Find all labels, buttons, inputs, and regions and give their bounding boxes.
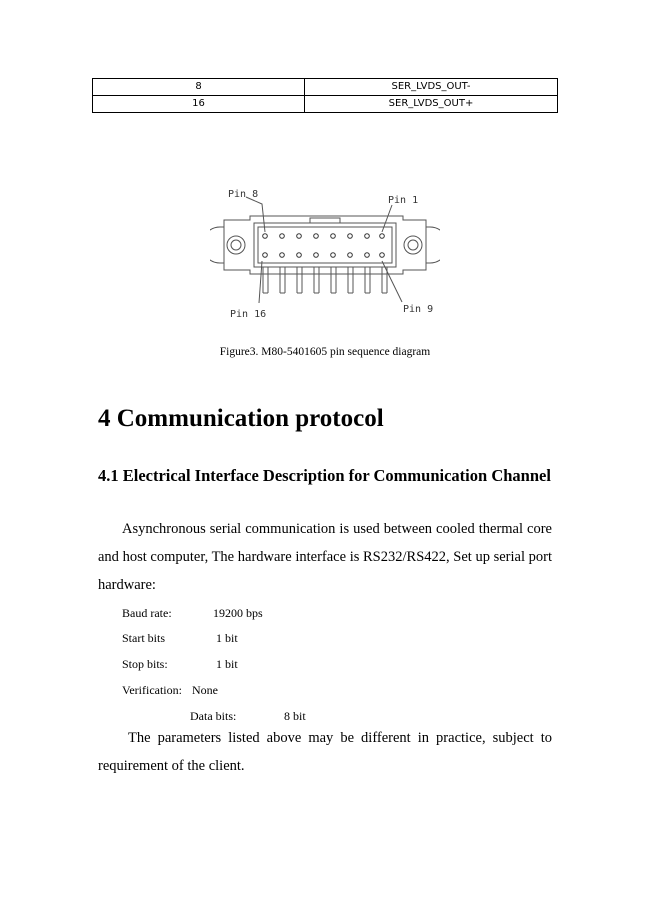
section-title: 4 Communication protocol <box>98 405 384 432</box>
pin-number-cell: 8 <box>93 79 305 96</box>
pin-table <box>92 78 558 113</box>
pin1-leader <box>382 205 392 232</box>
pin8-label: Pin 8 <box>228 189 259 200</box>
connector-body <box>254 223 396 267</box>
verification-value: None <box>192 683 218 697</box>
baud-rate-value: 19200 bps <box>213 606 263 620</box>
data-bits-label: Data bits: <box>190 709 237 723</box>
table-row <box>93 79 558 96</box>
start-bits-label: Start bits <box>122 631 166 645</box>
note-paragraph: The parameters listed above may be different in practice, subject to requirement of the client. <box>98 730 552 774</box>
signal-name-cell: SER_LVDS_OUT+ <box>305 96 558 113</box>
stop-bits-value: 1 bit <box>216 657 238 671</box>
stop-bits-label: Stop bits: <box>122 657 168 671</box>
intro-paragraph: Asynchronous serial communication is used between cooled thermal core and host computer, The hardware interface is RS232/RS422, Set up serial port hardware: <box>98 521 552 593</box>
pin16-label: Pin 16 <box>230 309 267 320</box>
pin-number-cell: 16 <box>93 96 305 113</box>
verification-label: Verification: <box>122 683 182 697</box>
signal-name-cell: SER_LVDS_OUT- <box>305 79 558 96</box>
pin1-label: Pin 1 <box>388 195 419 206</box>
table-row <box>93 96 558 113</box>
subsection-title: 4.1 Electrical Interface Description for Communication Channel <box>98 466 551 485</box>
mounting-hole <box>404 236 422 254</box>
start-bits-value: 1 bit <box>216 631 238 645</box>
mounting-hole <box>227 236 245 254</box>
pin9-label: Pin 9 <box>403 304 434 315</box>
figure-caption: Figure3. M80-5401605 pin sequence diagram <box>219 346 431 358</box>
data-bits-value: 8 bit <box>284 709 306 723</box>
pin-sequence-diagram <box>210 185 440 325</box>
baud-rate-label: Baud rate: <box>122 606 172 620</box>
